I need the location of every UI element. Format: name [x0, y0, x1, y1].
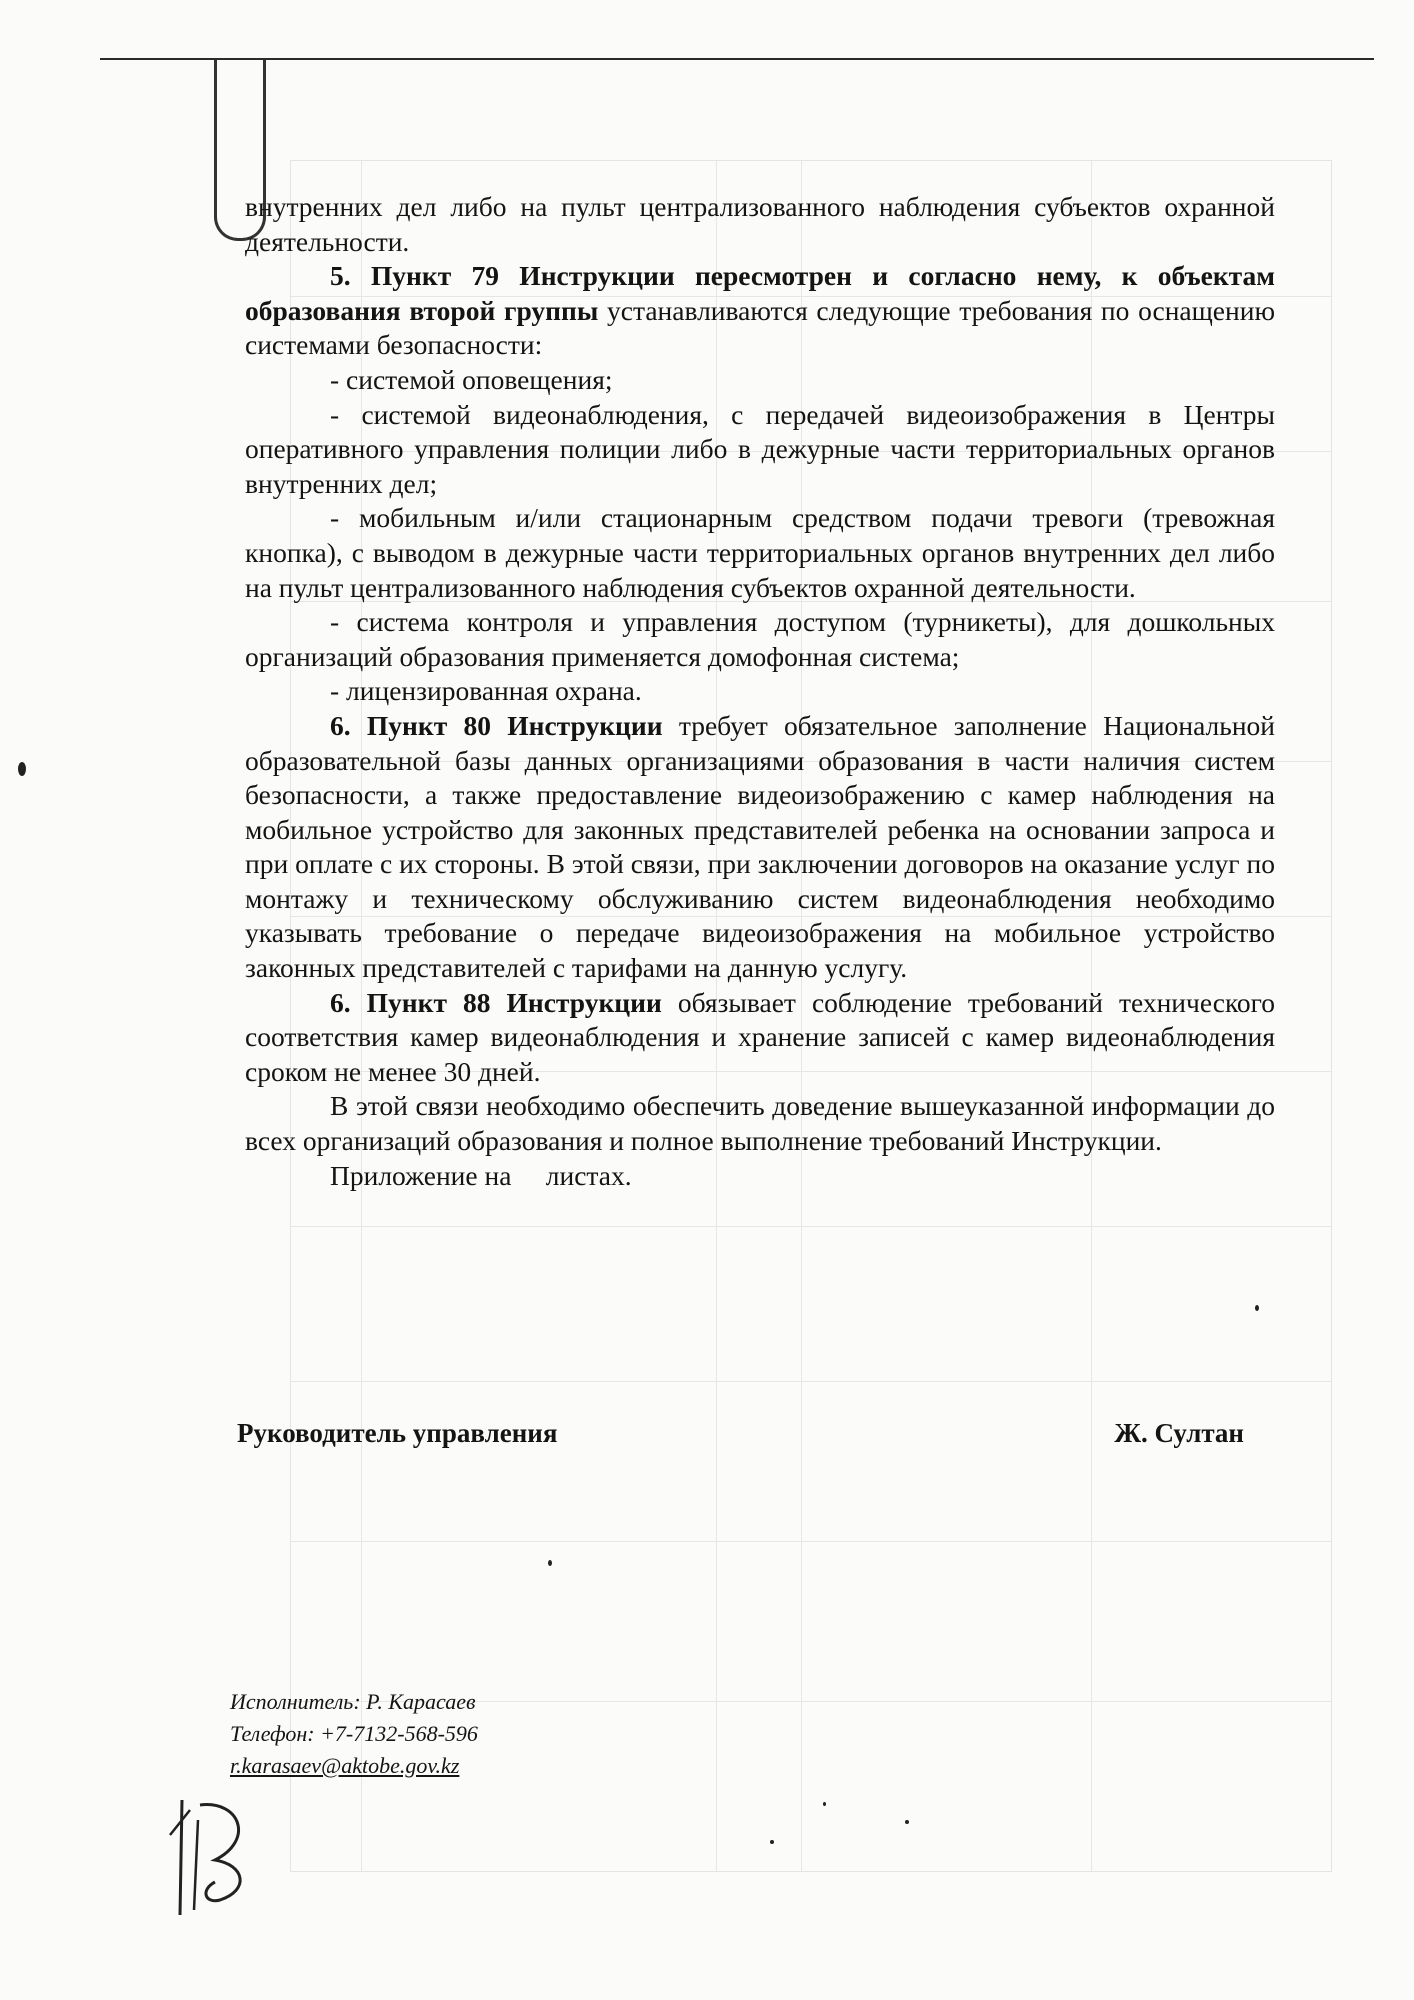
scan-speck	[18, 762, 26, 776]
executor-name: Исполнитель: Р. Карасаев	[230, 1689, 476, 1714]
list-item-notification: - системой оповещения;	[330, 363, 613, 395]
list-item-video: - системой видеонаблюдения, с передачей видеоизображения в Центры оперативного управления полиции либо в дежурные части территориальных органов внутренних дел;	[245, 398, 1275, 499]
list-item-alarm: - мобильным и/или стационарным средством подачи тревоги (тревожная кнопка), с выводом в дежурные части территориальных органов внутренних дел либо на пульт централизованного наблюдения субъектов охранной деятельности.	[245, 502, 1275, 603]
paragraph-item-6-88-heading: 6. Пункт 88 Инструкции	[330, 986, 662, 1018]
executor-email: r.karasaev@aktobe.gov.kz	[230, 1753, 460, 1778]
executor-phone: Телефон: +7-7132-568-596	[230, 1721, 478, 1746]
paragraph-item-6-88-text: обязывает соблюдение требований технического соответствия камер видеонаблюдения и хранение записей с камер видеонаблюдения сроком не менее 30 дней.	[245, 986, 1275, 1087]
paragraph-continuation: внутренних дел либо на пульт централизованного наблюдения субъектов охранной деятельности.	[245, 191, 1275, 257]
paragraph-item-6-80-text: требует обязательное заполнение Национальной образовательной базы данных организациями образования в части наличия систем безопасности, а также предоставление видеоизображению с камер наблюдения на мобильное устройство для законных представителей ребенка на основании запроса и при оплате с их стороны. В этой связи, при заключении договоров на оказание услуг по монтажу и техническому обслуживанию систем видеонаблюдения необходимо указывать требование о передаче видеоизображения на мобильное устройство законных представителей с тарифами на данную услугу.	[245, 709, 1276, 984]
document-body	[245, 190, 1275, 1193]
paragraph-attachment: Приложение на листах.	[330, 1159, 632, 1191]
paragraph-item-6-88	[245, 986, 1275, 1090]
signatory-name: Ж. Султан	[1114, 1418, 1244, 1448]
scan-speck	[905, 1820, 909, 1824]
signature-block	[237, 1418, 1244, 1449]
scan-speck	[770, 1840, 774, 1844]
paragraph-item-5	[245, 259, 1275, 363]
paragraph-item-5-heading: 5. Пункт 79 Инструкции пересмотрен и согласно нему, к объектам образования второй группы	[245, 260, 1275, 326]
scan-speck	[548, 1560, 552, 1566]
list-item-security: - лицензированная охрана.	[330, 675, 642, 707]
list-item-access-control: - система контроля и управления доступом (турникеты), для дошкольных организаций образования применяется домофонная система;	[245, 606, 1275, 672]
signatory-title: Руководитель управления	[237, 1418, 558, 1448]
scan-speck	[1255, 1305, 1259, 1311]
scan-speck	[823, 1802, 826, 1806]
top-rule	[100, 58, 1374, 60]
paragraph-item-6-80	[245, 709, 1275, 986]
executor-block	[230, 1686, 478, 1782]
paragraph-item-6-80-heading: 6. Пункт 80 Инструкции	[330, 709, 663, 741]
paragraph-item-5-text: устанавливаются следующие требования по оснащению системами безопасности:	[245, 294, 1275, 361]
paragraph-conclusion: В этой связи необходимо обеспечить доведение вышеуказанной информации до всех организаций образования и полное выполнение требований Инструкции.	[245, 1090, 1275, 1157]
handwritten-initials	[160, 1780, 270, 1930]
